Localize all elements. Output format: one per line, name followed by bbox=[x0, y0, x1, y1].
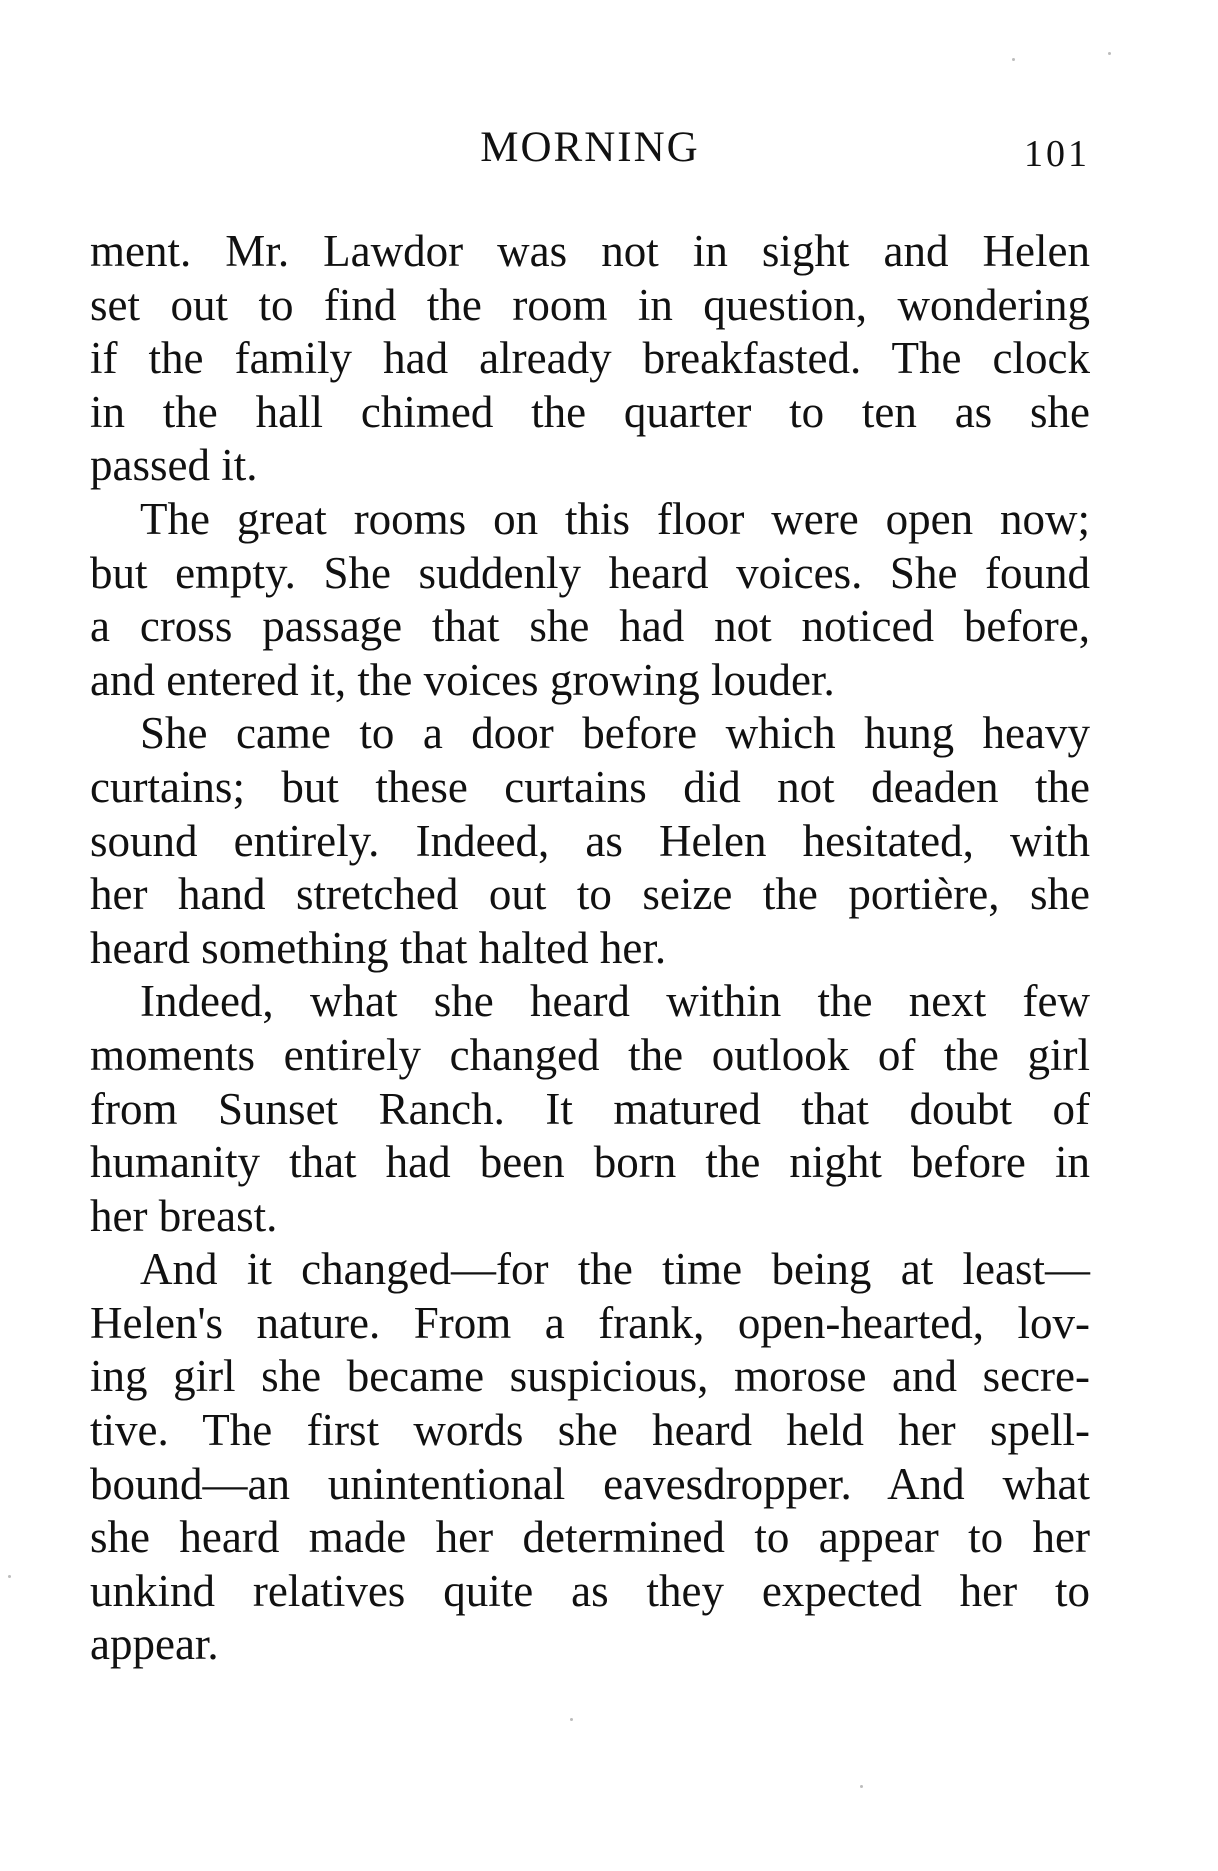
text-line: heard something that halted her. bbox=[90, 922, 667, 973]
paper-speck bbox=[570, 1718, 573, 1721]
text-line: she heard made her determined to appear to her bbox=[90, 1512, 1090, 1563]
text-line: tive. The first words she heard held her spell- bbox=[90, 1405, 1090, 1456]
text-line: curtains; but these curtains did not deaden the bbox=[90, 761, 1090, 812]
text-line: The great rooms on this floor were open now; bbox=[140, 493, 1090, 544]
text-line: her hand stretched out to seize the portière, she bbox=[90, 869, 1090, 920]
text-line: ing girl she became suspicious, morose and secre- bbox=[90, 1351, 1090, 1402]
text-line: Helen's nature. From a frank, open-hearted, lov- bbox=[90, 1297, 1090, 1348]
text-line: ment. Mr. Lawdor was not in sight and Helen bbox=[90, 226, 1090, 276]
text-line: from Sunset Ranch. It matured that doubt of bbox=[90, 1083, 1090, 1134]
text-line: a cross passage that she had not noticed before, bbox=[90, 601, 1090, 652]
text-line: unkind relatives quite as they expected her to bbox=[90, 1565, 1090, 1616]
paper-speck bbox=[8, 1575, 11, 1578]
text-line: She came to a door before which hung heavy bbox=[140, 708, 1090, 759]
text-line: sound entirely. Indeed, as Helen hesitated, with bbox=[90, 815, 1090, 866]
text-line: set out to find the room in question, wondering bbox=[90, 279, 1090, 330]
page-number: 101 bbox=[1024, 133, 1090, 175]
text-line: if the family had already breakfasted. The clock bbox=[90, 333, 1090, 384]
text-line: but empty. She suddenly heard voices. She found bbox=[90, 547, 1090, 598]
text-line: her breast. bbox=[90, 1190, 278, 1241]
running-title: MORNING bbox=[480, 124, 700, 171]
text-line: appear. bbox=[90, 1619, 219, 1670]
text-line: in the hall chimed the quarter to ten as she bbox=[90, 386, 1090, 437]
text-line: moments entirely changed the outlook of the girl bbox=[90, 1029, 1090, 1080]
text-line: passed it. bbox=[90, 440, 258, 491]
paper-speck bbox=[860, 1785, 863, 1788]
paper-speck bbox=[1012, 58, 1015, 61]
running-head bbox=[90, 118, 1090, 178]
text-line: bound—an unintentional eavesdropper. And what bbox=[90, 1458, 1090, 1509]
text-line: And it changed—for the time being at least— bbox=[140, 1244, 1090, 1295]
text-line: Indeed, what she heard within the next few bbox=[140, 976, 1090, 1027]
paper-speck bbox=[1108, 52, 1111, 55]
body-text bbox=[90, 225, 1090, 1672]
text-line: and entered it, the voices growing louder. bbox=[90, 654, 835, 705]
text-line: humanity that had been born the night before in bbox=[90, 1137, 1090, 1188]
